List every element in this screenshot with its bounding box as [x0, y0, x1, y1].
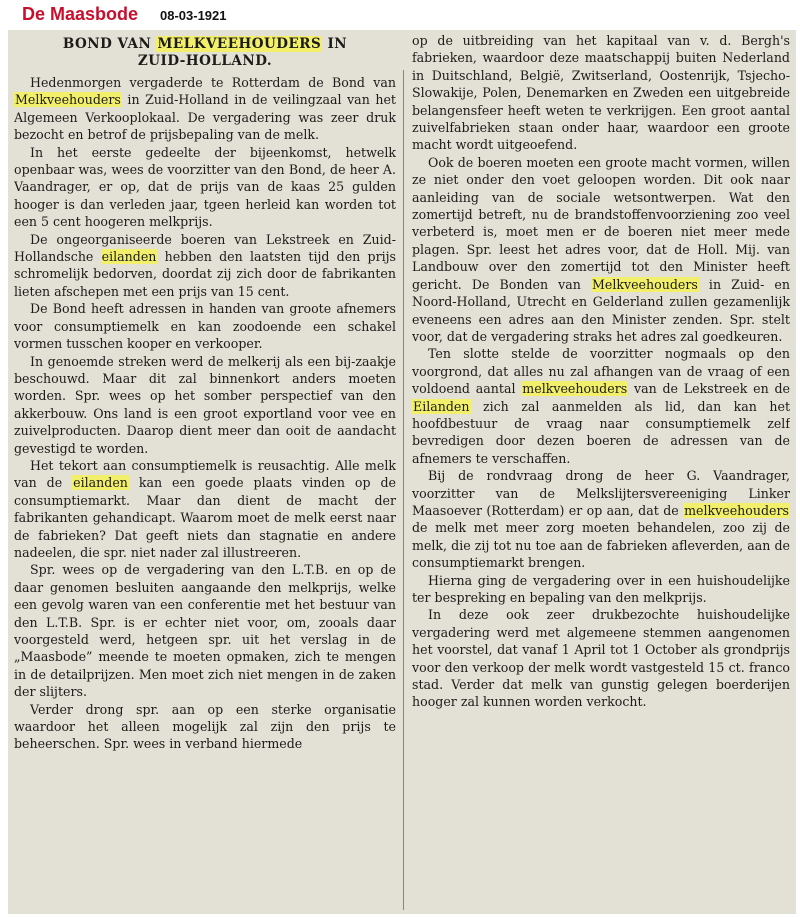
headline-highlight: MELKVEEHOUDERS	[157, 36, 322, 52]
article-paragraph	[412, 606, 790, 710]
highlighted-term: Melkveehouders	[591, 276, 698, 292]
paragraph-text: zich zal aanmelden als lid, dan kan het hoofdbestuur de vraag naar consumptiemelk zelf bevredigen door dezen boeren de adressen van de afnemers te verschaffen.	[412, 398, 790, 466]
article-paragraph	[412, 154, 790, 345]
highlighted-term: Eilanden	[413, 398, 470, 414]
paragraph-text: In het eerste gedeelte der bijeenkomst, hetwelk openbaar was, wees de voorzitter van den Bond, de heer A. Vaandrager, er op, dat de prijs van de kaas 25 gulden hooger is dan verleden jaar, tgeen herleid kan worden tot een 5 cent hoogeren melkprijs.	[14, 144, 396, 230]
newspaper-clipping	[8, 30, 796, 914]
article-headline	[14, 36, 396, 70]
paragraph-text: Verder drong spr. aan op een sterke organisatie waardoor het alleen mogelijk zal zijn den prijs te beheerschen. Spr. wees in verband hiermede	[14, 701, 396, 752]
paragraph-text: Ook de boeren moeten een groote macht vormen, willen ze niet onder den voet geloopen worden. Dit ook naar aanleiding van de sociale wetsontwerpen. Wat den zomertijd betreft, nu de brandstoffenvoorziening zoo veel verbeterd is, moet men er de boeren niet meer mede plagen. Spr. leest het adres voor, dat de Holl. Mij. van Landbouw over den zomertijd tot den Minister heeft gericht. De Bonden van	[412, 154, 790, 292]
article-paragraph	[14, 561, 396, 700]
article-paragraph	[14, 457, 396, 561]
article-paragraph	[14, 231, 396, 301]
article-paragraph	[14, 300, 396, 352]
paragraph-text: Hedenmorgen vergaderde te Rotterdam de Bond van	[30, 75, 396, 90]
headline-line-2: ZUID-HOLLAND.	[137, 53, 273, 69]
clipping-header	[0, 0, 800, 30]
paragraph-text: kan een goede plaats vinden op de consumptiemarkt. Maar dan dient de macht der fabrikanten gehandicapt. Waarom moet de melk eerst naar de fabrieken? Dat geeft niets dan stagnatie en andere nadeelen, die spr. niet nader zal illustreeren.	[14, 475, 396, 560]
article-paragraph	[14, 353, 396, 457]
publication-name: De Maasbode	[22, 4, 139, 24]
article-paragraph	[14, 144, 396, 231]
article-paragraph	[412, 345, 790, 467]
paragraph-text: in Zuid- en Noord-Holland, Utrecht en Gelderland zullen gezamenlijk eveneens een adres aan den Minister zenden. Spr. stelt voor, dat de vergadering straks het adres zal goedkeuren.	[412, 276, 790, 344]
paragraph-text: In deze ook zeer drukbezochte huishoudelijke vergadering werd met algemeene stemmen aangenomen het voorstel, dat vanaf 1 April tot 1 October als grondprijs voor den verkoop der melk wordt vastgesteld 15 ct. franco stad. Verder dat melk van gunstig gelegen boerderijen hooger zal kunnen worden verkocht.	[412, 607, 790, 710]
article-paragraph	[14, 74, 396, 144]
article-paragraph	[412, 572, 790, 607]
paragraph-text: Het tekort aan consumptiemelk is reusachtig. Alle melk van de	[14, 457, 396, 491]
headline-line-1	[14, 36, 396, 53]
paragraph-text: van de Lekstreek en de	[628, 381, 790, 397]
publication-date: 08-03-1921	[160, 8, 227, 23]
article-paragraph	[14, 701, 396, 753]
paragraph-text: De ongeorganiseerde boeren van Lekstreek en Zuid-Hollandsche	[14, 231, 396, 265]
article-paragraph	[412, 467, 790, 571]
highlighted-term: eilanden	[73, 475, 128, 491]
highlighted-term: melkveehouders	[522, 381, 628, 397]
paragraph-text: Spr. wees op de vergadering van den L.T.B. en op de daar genomen besluiten aangaande den melkprijs, welke een gevolg waren van een conferentie met het bestuur van den L.T.B. Spr. is er echter niet voor, om, zooals daar voorgesteld werd, hetgeen spr. uit het verslag in de „Maasbode” meende te moeten opmaken, zich te mengen in de detailprijzen. Men moet zich niet mengen in de zaken der slijters.	[14, 562, 396, 700]
paragraph-text: op de uitbreiding van het kapitaal van v. d. Bergh's fabrieken, waardoor deze maatschappij buiten Nederland in Duitschland, België, Zwitserland, Oostenrijk, Tsjecho-Slowakije, Polen, Denemarken en Zweden een uitgebreide belangensfeer heeft weten te verkrijgen. Een groot aantal zuivelfabrieken staan onder haar, waardoor een groote macht wordt uitgeoefend.	[412, 33, 790, 153]
paragraph-text: Ten slotte stelde de voorzitter nogmaals op den voorgrond, dat alles nu zal afhangen van de vraag of een voldoend aantal	[412, 346, 790, 397]
paragraph-text: Hierna ging de vergadering over in een huishoudelijke ter bespreking en bepaling van den melkprijs.	[412, 572, 790, 605]
right-column	[412, 32, 790, 914]
paragraph-text: hebben den laatsten tijd den prijs schromelijk bedorven, doordat zij zich door de fabrikanten lieten afschepen met een prijs van 15 cent.	[14, 249, 396, 299]
article-paragraph	[412, 32, 790, 154]
paragraph-text: Bij de rondvraag drong de heer G. Vaandrager, voorzitter van de Melkslijtersvereeniging Linker Maasoever (Rotterdam) er op aan, dat de	[412, 468, 790, 518]
left-column-body	[14, 74, 396, 753]
left-column	[14, 30, 396, 914]
paragraph-text: de melk met meer zorg moeten behandelen, zoo zij de melk, die zij tot nu toe aan de fabrieken afleverden, aan de consumptiemarkt brengen.	[412, 520, 790, 571]
column-divider	[403, 70, 404, 910]
highlighted-term: eilanden	[101, 249, 157, 265]
paragraph-text: in Zuid-Holland in de veilingzaal van het Algemeen Verkooplokaal. De vergadering was zeer druk bezocht en betrof de prijsbepaling van de melk.	[14, 92, 396, 143]
headline-prefix: BOND VAN	[62, 36, 157, 52]
headline-suffix: IN	[322, 36, 348, 52]
paragraph-text: De Bond heeft adressen in handen van groote afnemers voor consumptiemelk en kan zoodoende een schakel vormen tusschen kooper en verkooper.	[14, 301, 396, 352]
highlighted-term: melkveehouders	[684, 502, 789, 518]
right-column-body	[412, 32, 790, 711]
highlighted-term: Melkveehouders	[15, 92, 121, 108]
paragraph-text: In genoemde streken werd de melkerij als een bij-zaakje beschouwd. Maar dit zal binnenkort anders moeten worden. Spr. wees op het somber perspectief van den akkerbouw. Ons land is een groot exportland voor vee en zuivelproducten. Daarop dient meer dan ooit de aandacht gevestigd te worden.	[14, 353, 396, 456]
